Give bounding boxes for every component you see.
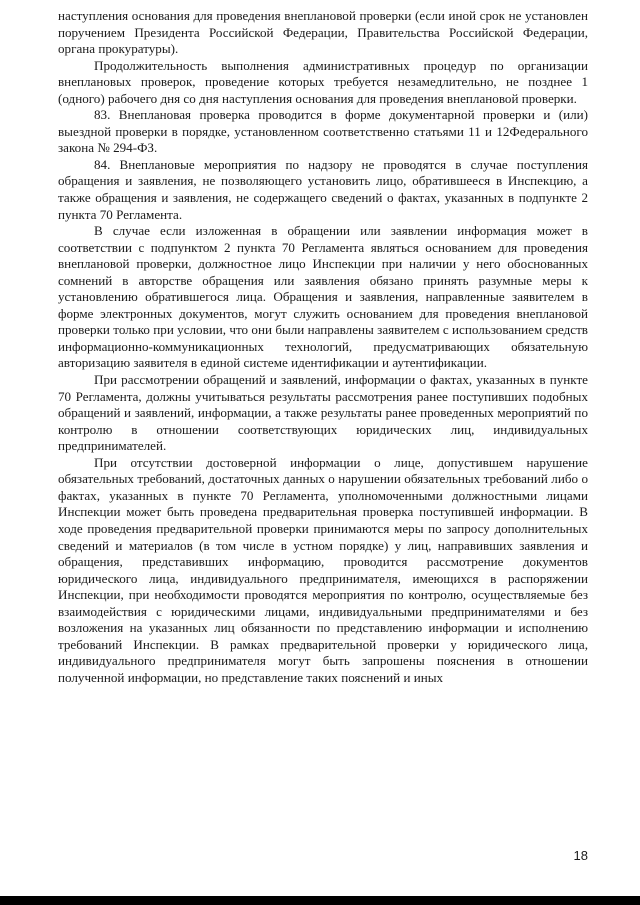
- paragraph: Продолжительность выполнения административных процедур по организации внеплановых проверок, проведение которых требуется незамедлительно, не позднее 1 (одного) рабочего дня со дня наступления основания для проведения внеплановой проверки.: [58, 57, 588, 106]
- scan-edge: [0, 896, 640, 905]
- paragraph: В случае если изложенная в обращении или заявлении информация может в соответствии с подпунктом 2 пункта 70 Регламента являться основанием для проведения внеплановой проверки, должностное лицо Инспекции при наличии у него обоснованных сомнений в авторстве обращения или заявления обязано принять разумные меры к установлению обратившегося лица. Обращения и заявления, направленные заявителем в форме электронных документов, могут служить основанием для проведения внеплановой проверки только при условии, что они были направлены заявителем с использованием средств информационно-коммуникационных технологий, предусматривающих обязательную авторизацию заявителя в единой системе идентификации и аутентификации.: [58, 223, 588, 371]
- paragraph: 84. Внеплановые мероприятия по надзору не проводятся в случае поступления обращения и заявления, не позволяющего установить лицо, обратившееся в Инспекцию, а также обращения и заявления, не содержащего сведений о фактах, указанных в подпункте 2 пункта 70 Регламента.: [58, 156, 588, 222]
- paragraph: При отсутствии достоверной информации о лице, допустившем нарушение обязательных требований, достаточных данных о нарушении обязательных требований либо о фактах, указанных в пункте 70 Регламента, уполномоченными должностными лицами Инспекции может быть проведена предварительная проверка поступившей информации. В ходе проведения предварительной проверки принимаются меры по запросу дополнительных сведений и материалов (в том числе в устном порядке) у лиц, направивших заявления и обращения, представивших информацию, проводится рассмотрение документов юридического лица, индивидуального предпринимателя, имеющихся в распоряжении Инспекции, при необходимости проводятся мероприятия по контролю, осуществляемые без взаимодействия с юридическими лицами, индивидуальными предпринимателями и без возложения на указанных лиц обязанности по представлению информации и исполнению требований Инспекции. В рамках предварительной проверки у юридического лица, индивидуального предпринимателя могут быть запрошены пояснения в отношении полученной информации, но представление таких пояснений и иных: [58, 454, 588, 685]
- document-body: [58, 8, 588, 686]
- paragraph: наступления основания для проведения внеплановой проверки (если иной срок не установлен поручением Президента Российской Федерации, Правительства Российской Федерации, органа прокуратуры).: [58, 8, 588, 57]
- paragraph: При рассмотрении обращений и заявлений, информации о фактах, указанных в пункте 70 Регламента, должны учитываться результаты рассмотрения ранее поступивших подобных обращений и заявлений, информации, а также результаты ранее проведенных мероприятий по контролю в отношении соответствующих юридических лиц, индивидуальных предпринимателей.: [58, 372, 588, 454]
- page-number: 18: [573, 848, 588, 863]
- paragraph: 83. Внеплановая проверка проводится в форме документарной проверки и (или) выездной проверки в порядке, установленном соответственно статьями 11 и 12Федерального закона № 294-ФЗ.: [58, 107, 588, 156]
